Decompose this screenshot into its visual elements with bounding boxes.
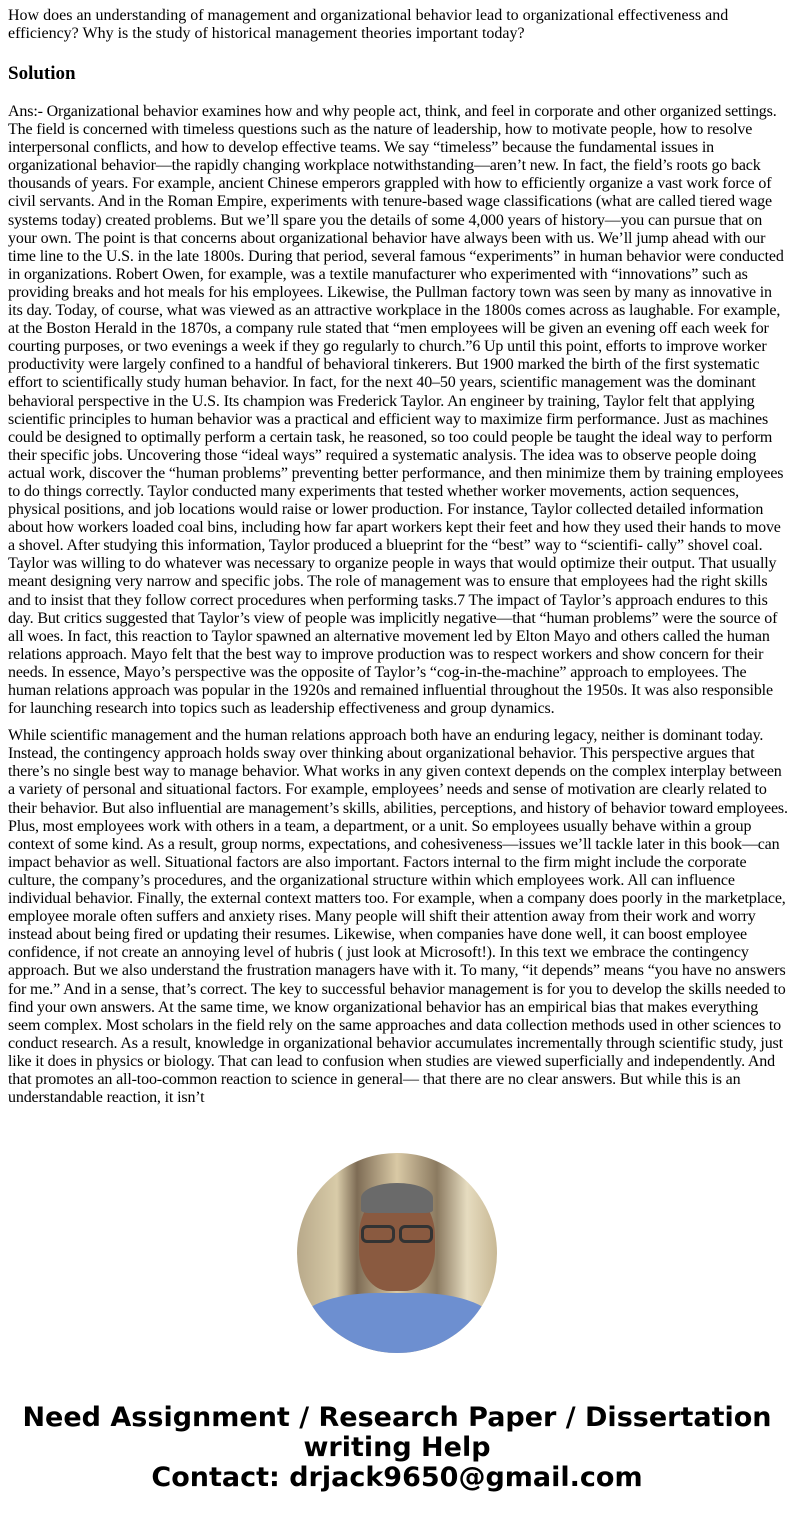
help-headline: Need Assignment / Research Paper / Dissertation writing Help (22, 1402, 772, 1463)
question-text: How does an understanding of management and organizational behavior lead to organizational effectiveness and efficiency? Why is the study of historical management theories important today? (8, 7, 729, 42)
contact-banner (0, 1403, 794, 1493)
photo-hair (361, 1183, 433, 1213)
answer-paragraph: While scientific management and the human relations approach both have an enduring legacy, neither is dominant today. Instead, the contingency approach holds sway over thinking about organizational behavior. This perspective argues that there’s no single best way to manage behavior. What works in any given context depends on the complex interplay between a variety of personal and situational factors. For example, employees’ needs and sense of motivation are clearly related to their behavior. But also influential are management’s skills, abilities, perceptions, and history of behavior toward employees. Plus, most employees work with others in a team, a department, or a unit. So employees usually behave within a group context of some kind. As a result, group norms, expectations, and cohesiveness—issues we’ll tackle later in this book—can impact behavior as well. Situational factors are also important. Factors internal to the firm might include the corporate culture, the company’s procedures, and the organizational structure within which employees work. All can influence individual behavior. Finally, the external context matters too. For example, when a company does poorly in the marketplace, employee morale often suffers and anxiety rises. Many people will shift their attention away from their work and worry instead about being fired or updating their resumes. Likewise, when companies have done well, it can boost employee confidence, if not create an annoying level of hubris ( just look at Microsoft!). In this text we embrace the contingency approach. But we also understand the frustration managers have with it. To many, “it depends” means “you have no answers for me.” And in a sense, that’s correct. The key to successful behavior management is for you to develop the skills needed to find your own answers. At the same time, we know organizational behavior has an empirical bias that makes everything seem complex. Most scholars in the field rely on the same approaches and data collection methods used in other sciences to conduct research. As a result, knowledge in organizational behavior accumulates incrementally through scientific study, just like it does in physics or biology. That can lead to confusion when studies are viewed superficially and independently. And that promotes an all-too-common reaction to science in general— that there are no clear answers. But while this is an understandable reaction, it isn’t (8, 727, 788, 1107)
contact-email[interactable]: Contact: drjack9650@gmail.com (151, 1462, 643, 1493)
answer-body (8, 103, 788, 1123)
photo-glasses (357, 1225, 437, 1245)
photo-shirt (297, 1293, 497, 1353)
author-photo (297, 1153, 497, 1353)
solution-heading: Solution (8, 63, 76, 84)
answer-paragraph: Ans:- Organizational behavior examines how and why people act, think, and feel in corporate and other organized settings. The field is concerned with timeless questions such as the nature of leadership, how to motivate people, how to resolve interpersonal conflicts, and how to develop effective teams. We say “timeless” because the fundamental issues in organizational behavior—the rapidly changing workplace notwithstanding—aren’t new. In fact, the field’s roots go back thousands of years. For example, ancient Chinese emperors grappled with how to efficiently organize a vast work force of civil servants. And in the Roman Empire, experiments with tenure-based wage classifications (what are called tiered wage systems today) created problems. But we’ll spare you the details of some 4,000 years of history—you can pursue that on your own. The point is that concerns about organizational behavior have always been with us. We’ll jump ahead with our time line to the U.S. in the late 1800s. During that period, several famous “experiments” in human behavior were conducted in organizations. Robert Owen, for example, was a textile manufacturer who experimented with “innovations” such as providing breaks and hot meals for his employees. Likewise, the Pullman factory town was seen by many as innovative in its day. Today, of course, what was viewed as an attractive workplace in the 1800s comes across as laughable. For example, at the Boston Herald in the 1870s, a company rule stated that “men employees will be given an evening off each week for courting purposes, or two evenings a week if they go regularly to church.”6 Up until this point, efforts to improve worker productivity were largely confined to a handful of behavioral tinkerers. But 1900 marked the birth of the first systematic effort to scientifically study human behavior. In fact, for the next 40–50 years, scientific management was the dominant behavioral perspective in the U.S. Its champion was Frederick Taylor. An engineer by training, Taylor felt that applying scientific principles to human behavior was a practical and efficient way to maximize firm performance. Just as machines could be designed to optimally perform a certain task, he reasoned, so too could people be taught the ideal way to perform their specific jobs. Uncovering those “ideal ways” required a systematic analysis. The idea was to observe people doing actual work, discover the “human problems” preventing better performance, and then minimize them by training employees to do things correctly. Taylor conducted many experiments that tested whether worker movements, action sequences, physical positions, and job locations would raise or lower production. For instance, Taylor collected detailed information about how workers loaded coal bins, including how far apart workers kept their feet and how they used their hands to move a shovel. After studying this information, Taylor produced a blueprint for the “best” way to “scientifi- cally” shovel coal. Taylor was willing to do whatever was necessary to organize people in ways that would optimize their output. That usually meant designing very narrow and specific jobs. The role of management was to ensure that employees had the right skills and to insist that they follow correct procedures when performing tasks.7 The impact of Taylor’s approach endures to this day. But critics suggested that Taylor’s view of people was implicitly negative—that “human problems” were the source of all woes. In fact, this reaction to Taylor spawned an alternative movement led by Elton Mayo and others called the human relations approach. Mayo felt that the best way to improve production was to respect workers and show concern for their needs. In essence, Mayo’s perspective was the opposite of Taylor’s “cog-in-the-machine” approach to employees. The human relations approach was popular in the 1920s and remained influential throughout the 1950s. It was also responsible for launching research into topics such as leadership effectiveness and group dynamics. (8, 103, 784, 718)
